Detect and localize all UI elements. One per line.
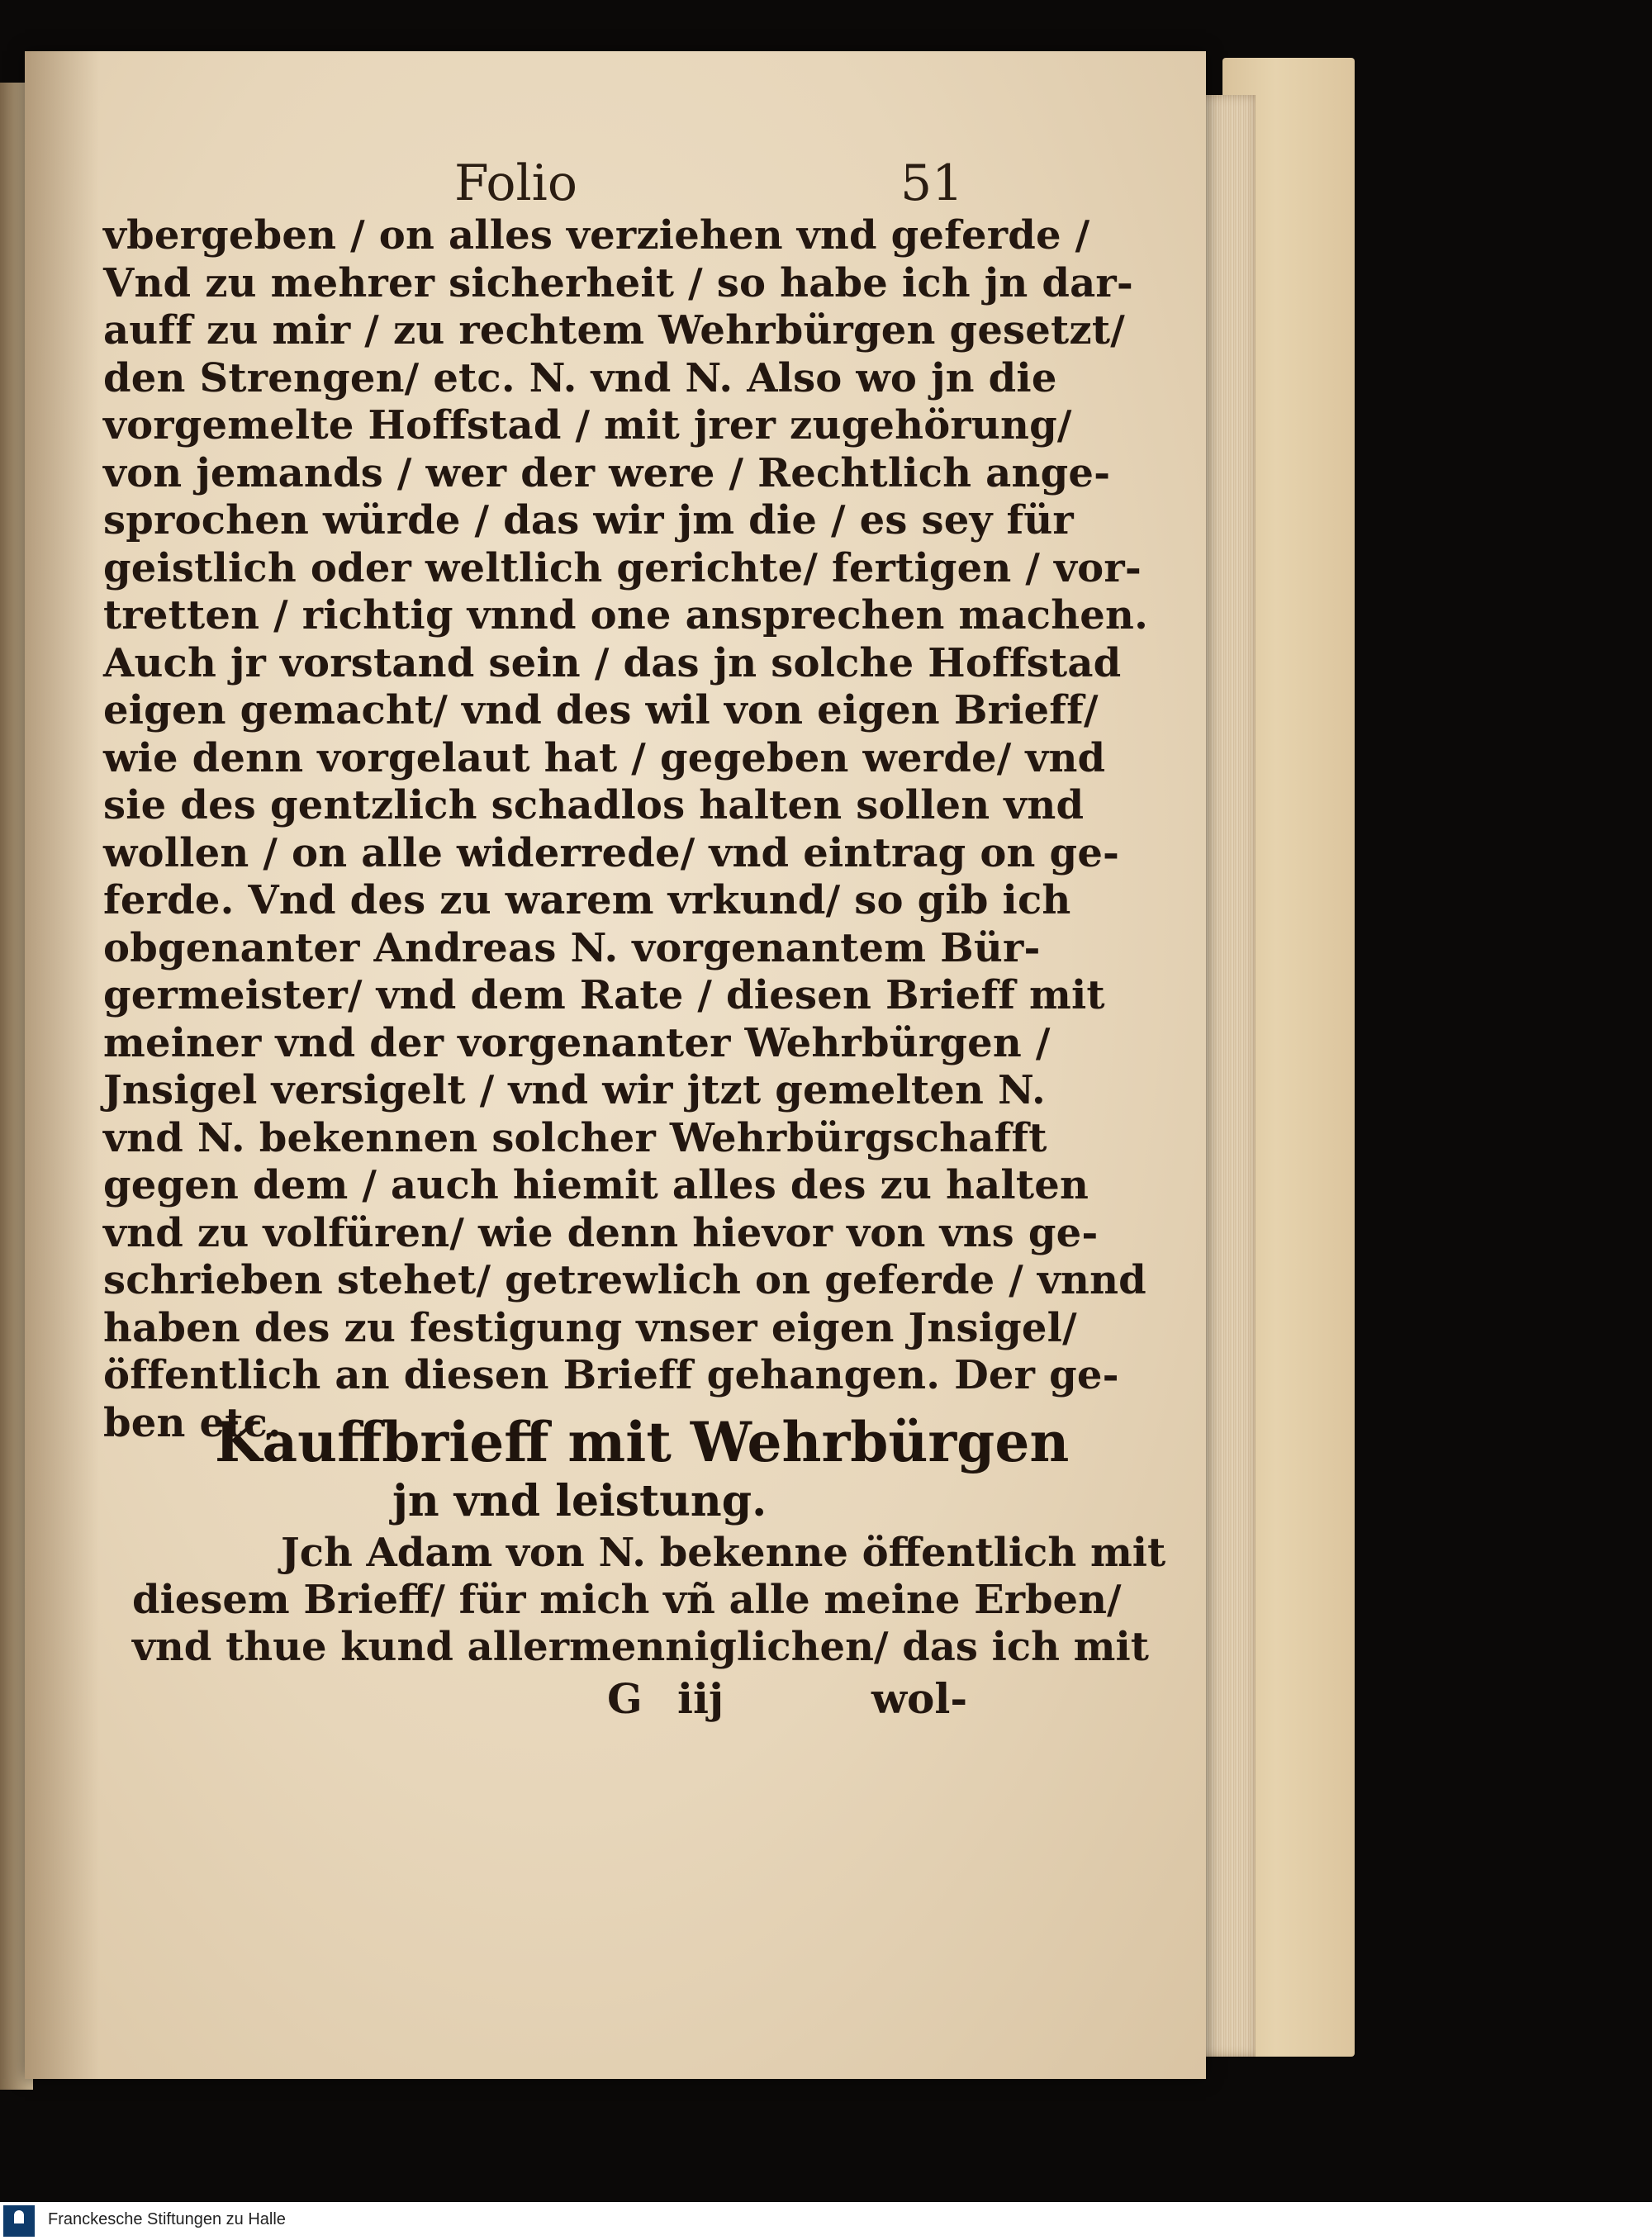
text-line: germeister/ vnd dem Rate / diesen Brieff mit: [103, 972, 1105, 1018]
text-line: ferde. Vnd des zu warem vrkund/ so gib ich: [103, 877, 1071, 923]
signature-mark: G: [607, 1674, 643, 1723]
catchword: wol-: [871, 1674, 968, 1723]
institution-name: Franckesche Stiftungen zu Halle: [48, 2210, 286, 2228]
page-gutter-shadow: [25, 51, 99, 2079]
book-page: [25, 51, 1206, 2079]
text-line: sprochen würde / das wir jm die / es sey für: [103, 497, 1074, 543]
text-line: den Strengen/ etc. N. vnd N. Also wo jn die: [103, 354, 1057, 401]
text-line: Jnsigel versigelt / vnd wir jtzt gemelten N.: [103, 1067, 1046, 1113]
text-line: von jemands / wer der were / Rechtlich ange-: [103, 449, 1111, 496]
text-line: obgenanter Andreas N. vorgenantem Bür-: [103, 924, 1041, 971]
logo-mark: [14, 2210, 24, 2223]
text-line: vbergeben / on alles verziehen vnd geferde /: [103, 212, 1090, 259]
section-subheading: jn vnd leistung.: [392, 1476, 767, 1526]
text-line: öffentlich an diesen Brieff gehangen. Der ge-: [103, 1352, 1119, 1398]
text-line: wollen / on alle widerrede/ vnd eintrag on ge-: [103, 829, 1120, 876]
text-line: meiner vnd der vorgenanter Wehrbürgen /: [103, 1019, 1051, 1066]
folio-number: 51: [900, 154, 964, 212]
text-line: tretten / richtig vnnd one ansprechen machen.: [103, 592, 1149, 638]
text-line: Jch Adam von N. bekenne öffentlich mit: [281, 1530, 1166, 1576]
text-line: Auch jr vorstand sein / das jn solche Hoffstad: [103, 639, 1122, 686]
institution-logo-icon: [3, 2205, 35, 2237]
text-line: sie des gentzlich schadlos halten sollen vnd: [103, 782, 1085, 828]
text-line: auff zu mir / zu rechtem Wehrbürgen gesetzt/: [103, 307, 1125, 354]
text-line: gegen dem / auch hiemit alles des zu halten: [103, 1162, 1089, 1208]
text-line: wie denn vorgelaut hat / gegeben werde/ vnd: [103, 734, 1106, 781]
text-line: eigen gemacht/ vnd des wil von eigen Brieff/: [103, 687, 1099, 733]
section-heading: Kauffbrieff mit Wehrbürgen: [215, 1410, 1070, 1474]
folio-label: Folio: [454, 154, 577, 212]
section-body-text: [132, 1530, 1166, 1671]
text-line: vorgemelte Hoffstad / mit jrer zugehörung/: [103, 402, 1072, 448]
text-line: haben des zu festigung vnser eigen Jnsigel/: [103, 1304, 1077, 1351]
text-line: diesem Brieff/ für mich vñ alle meine Erben/: [132, 1577, 1122, 1623]
text-line: Vnd zu mehrer sicherheit / so habe ich jn dar-: [103, 259, 1134, 306]
text-line: geistlich oder weltlich gerichte/ fertigen / vor-: [103, 544, 1142, 591]
text-line: ben etc.: [103, 1399, 282, 1446]
body-text: [103, 212, 1149, 1447]
text-line: vnd zu volfüren/ wie denn hievor von vns ge-: [103, 1209, 1099, 1256]
footer-bar: [0, 2202, 1652, 2240]
text-line: vnd thue kund allermenniglichen/ das ich mit: [132, 1624, 1149, 1670]
signature-number: iij: [677, 1674, 724, 1723]
text-line: schrieben stehet/ getrewlich on geferde / vnnd: [103, 1257, 1146, 1303]
text-line: vnd N. bekennen solcher Wehrbürgschafft: [103, 1114, 1047, 1161]
